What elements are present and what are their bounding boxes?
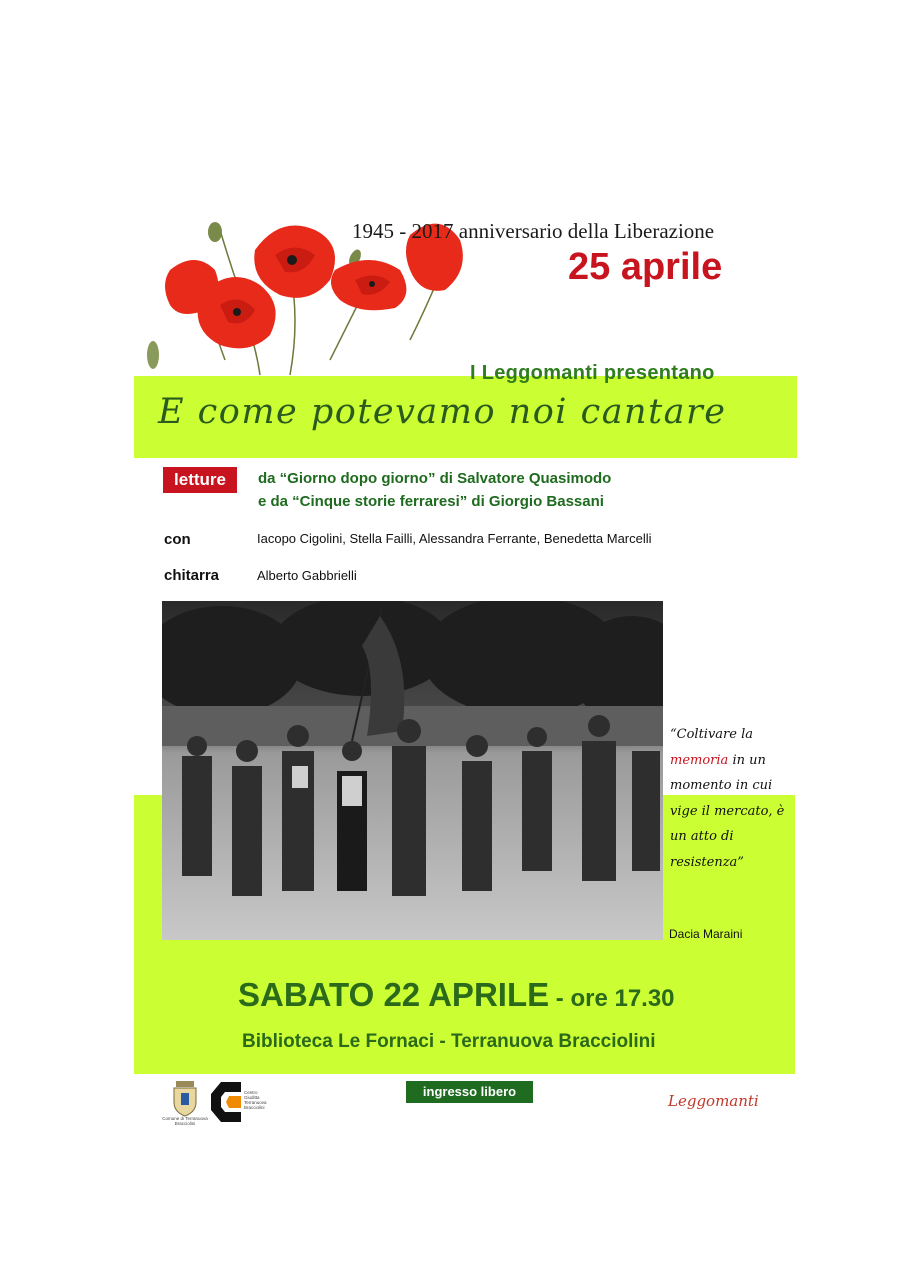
credit-value-chitarra: Alberto Gabbrielli — [257, 568, 357, 583]
quote-text — [670, 722, 790, 875]
quote-part-1: “Coltivare la — [670, 727, 754, 742]
centro-logo-icon — [211, 1082, 241, 1122]
ingresso-badge: ingresso libero — [406, 1081, 533, 1103]
letture-tag: letture — [163, 467, 237, 493]
anniversary-heading: 1945 - 2017 anniversario della Liberazione — [352, 219, 715, 243]
credit-label-chitarra: chitarra — [164, 567, 220, 584]
leggomanti-logo: Leggomanti — [668, 1092, 759, 1110]
quote-highlight: memoria — [670, 752, 729, 768]
letture-line-1: da “Giorno dopo giorno” di Salvatore Quasimodo — [258, 470, 612, 487]
comune-label: Comune di Terranuova Bracciolini — [162, 1116, 208, 1126]
liberation-photo — [162, 601, 663, 940]
event-date-line — [238, 976, 675, 1014]
main-date: 25 aprile — [568, 246, 723, 288]
credit-value-con: Iacopo Cigolini, Stella Failli, Alessandra Ferrante, Benedetta Marcelli — [257, 531, 652, 546]
show-title: E come potevamo noi cantare — [158, 392, 727, 432]
quote-part-2: in un momento in cui vige il mercato, è un atto di resistenza” — [670, 752, 785, 870]
event-date: SABATO 22 APRILE — [238, 976, 550, 1013]
letture-line-2: e da “Cinque storie ferraresi” di Giorgio Bassani — [258, 493, 604, 510]
event-venue: Biblioteca Le Fornaci - Terranuova Bracciolini — [242, 1031, 656, 1052]
presenter-line: I Leggomanti presentano — [470, 362, 715, 384]
quote-author: Dacia Maraini — [669, 927, 743, 941]
centro-label: Centro Giuditta Terranuova Bracciolini — [244, 1090, 267, 1110]
credit-label-con: con — [164, 531, 191, 548]
event-time: - ore 17.30 — [549, 985, 675, 1012]
